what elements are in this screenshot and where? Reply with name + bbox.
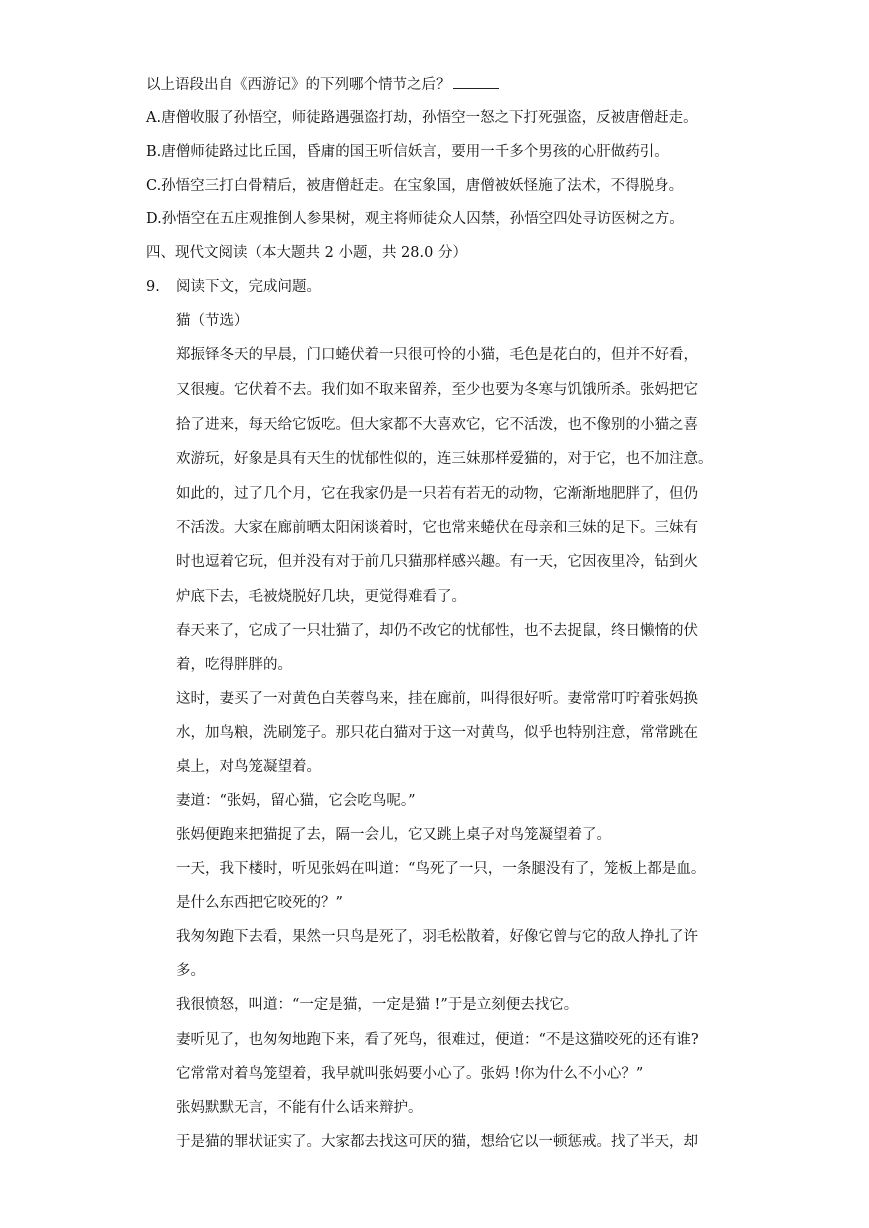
passage-line: 我很愤怒，叫道：“一定是猫，一定是猫 !”于是立刻便去找它。 xyxy=(176,997,579,1013)
passage-line: 欢游玩，好象是具有天生的忧郁性似的，连三妹那样爱猫的，对于它，也不加注意。 xyxy=(176,451,713,467)
passage-line: 又很瘦。它伏着不去。我们如不取来留养，至少也要为冬寒与饥饿所杀。张妈把它 xyxy=(176,382,698,398)
passage-line: 是什么东西把它咬死的？” xyxy=(176,895,343,911)
passage-line: 如此的，过了几个月，它在我家仍是一只若有若无的动物，它渐渐地肥胖了，但仍 xyxy=(176,486,698,502)
option-a: A.唐僧收服了孙悟空，师徒路遇强盗打劫，孙悟空一怒之下打死强盗，反被唐僧赶走。 xyxy=(146,110,698,126)
passage-title: 猫（节选） xyxy=(176,313,249,329)
passage-line: 张妈默默无言，不能有什么话来辩护。 xyxy=(176,1100,423,1116)
passage-line: 着，吃得胖胖的。 xyxy=(176,657,292,673)
answer-blank[interactable] xyxy=(453,74,499,89)
question-stem-text: 以上语段出自《西游记》的下列哪个情节之后？ xyxy=(146,77,451,93)
passage-line: 炉底下去，毛被烧脱好几块，更觉得难看了。 xyxy=(176,589,466,605)
question-prompt: 阅读下文，完成问题。 xyxy=(176,279,321,295)
question-number: 9. xyxy=(146,279,160,295)
passage-line: 多。 xyxy=(176,963,205,979)
option-d: D.孙悟空在五庄观推倒人参果树，观主将师徒众人囚禁，孙悟空四处寻访医树之方。 xyxy=(146,211,684,227)
passage-line: 不活泼。大家在廊前晒太阳闲谈着时，它也常来蜷伏在母亲和三妹的足下。三妹有 xyxy=(176,520,698,536)
section-heading: 四、现代文阅读（本大题共 2 小题，共 28.0 分） xyxy=(146,245,467,261)
passage-line: 郑振铎冬天的早晨，门口蜷伏着一只很可怜的小猫，毛色是花白的，但并不好看， xyxy=(176,347,698,363)
passage-line: 妻道：“张妈，留心猫，它会吃鸟呢。” xyxy=(176,793,416,809)
passage-line: 妻听见了，也匆匆地跑下来，看了死鸟，很难过，便道：“不是这猫咬死的还有谁? xyxy=(176,1032,699,1048)
passage-line: 我匆匆跑下去看，果然一只鸟是死了，羽毛松散着，好像它曾与它的敌人挣扎了许 xyxy=(176,929,698,945)
passage-line: 张妈便跑来把猫捉了去，隔一会儿，它又跳上桌子对鸟笼凝望着了。 xyxy=(176,827,611,843)
question-stem xyxy=(146,74,499,95)
passage-line: 于是猫的罪状证实了。大家都去找这可厌的猫，想给它以一顿惩戒。找了半天，却 xyxy=(176,1134,698,1150)
passage-line: 春天来了，它成了一只壮猫了，却仍不改它的忧郁性，也不去捉鼠，终日懒惰的伏 xyxy=(176,623,698,639)
passage-line: 一天，我下楼时，听见张妈在叫道：“鸟死了一只，一条腿没有了，笼板上都是血。 xyxy=(176,861,706,877)
option-b: B.唐僧师徒路过比丘国，昏庸的国王听信妖言，要用一千多个男孩的心肝做药引。 xyxy=(146,144,669,160)
passage-line: 水，加鸟粮，洗刷笼子。那只花白猫对于这一对黄鸟，似乎也特别注意，常常跳在 xyxy=(176,725,698,741)
passage-line: 拾了进来，每天给它饭吃。但大家都不大喜欢它，它不活泼，也不像别的小猫之喜 xyxy=(176,417,698,433)
passage-line: 桌上，对鸟笼凝望着。 xyxy=(176,759,321,775)
option-c: C.孙悟空三打白骨精后，被唐僧赶走。在宝象国，唐僧被妖怪施了法术，不得脱身。 xyxy=(146,178,684,194)
passage-line: 它常常对着鸟笼望着，我早就叫张妈要小心了。张妈 !你为什么不小心？” xyxy=(176,1066,644,1082)
passage-line: 这时，妻买了一对黄色白芙蓉鸟来，挂在廊前，叫得很好听。妻常常叮咛着张妈换 xyxy=(176,691,698,707)
passage-line: 时也逗着它玩，但并没有对于前几只猫那样感兴趣。有一天，它因夜里冷，钻到火 xyxy=(176,554,698,570)
